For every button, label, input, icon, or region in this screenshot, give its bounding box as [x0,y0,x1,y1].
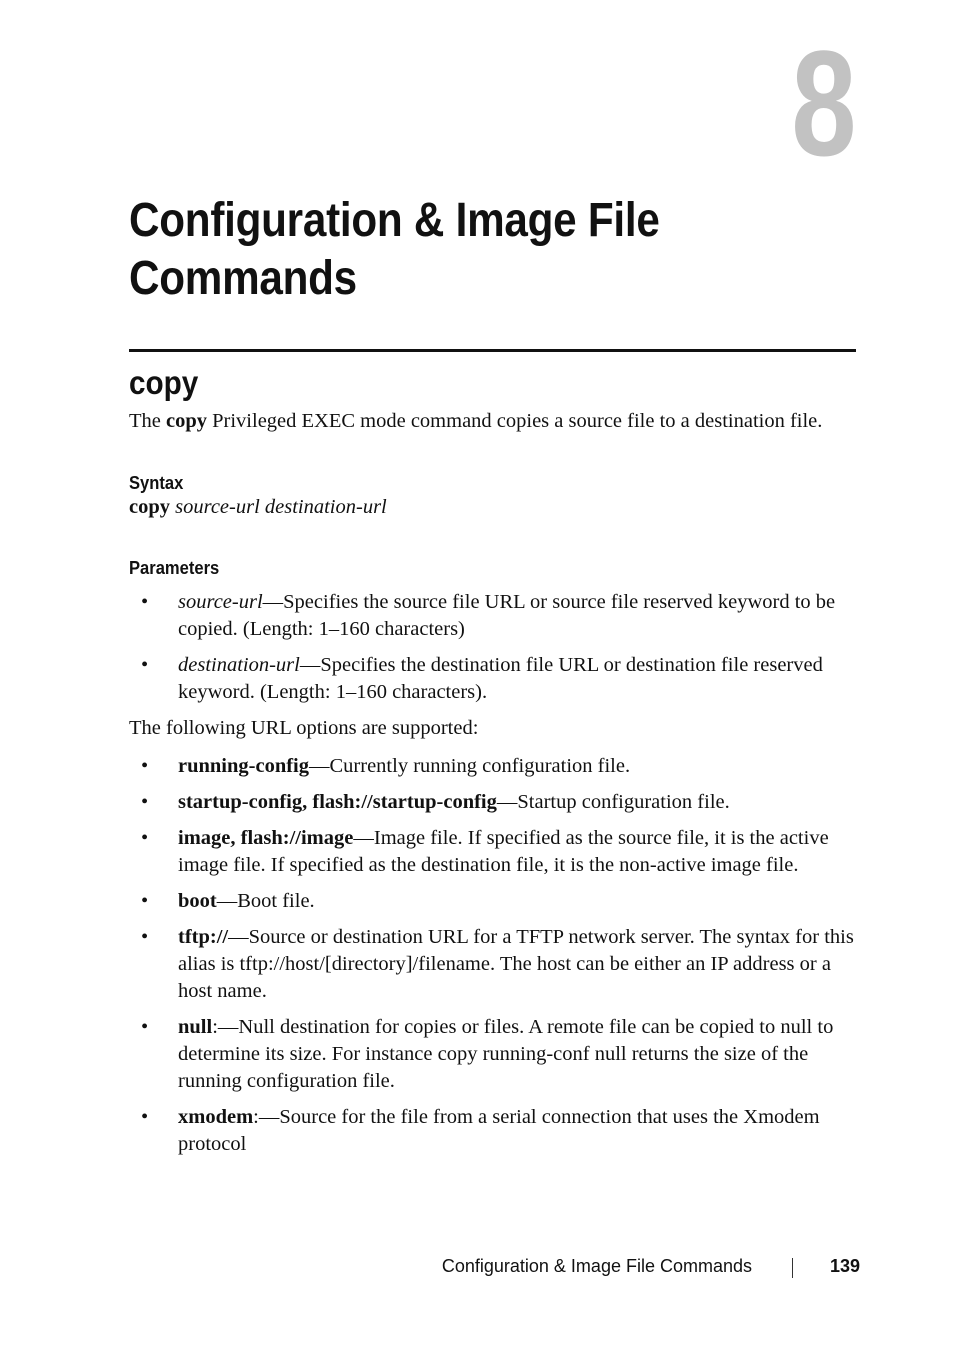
list-item: • tftp://—Source or destination URL for a TFTP network server. The syntax for this alias is tftp://host/[directory]/filename. The host can be either an IP address or a host name. [129,924,856,1005]
list-item: • running-config—Currently running configuration file. [129,753,856,780]
page-number: 139 [829,1256,860,1276]
url-option-term: null [178,1016,213,1038]
command-intro: The copy Privileged EXEC mode command copies a source file to a destination file. [129,410,823,432]
syntax-line: copy source-url destination-url [129,496,387,518]
list-item: • null:—Null destination for copies or files. A remote file can be copied to null to determine its size. For instance copy running-conf null returns the size of the running configuration file. [129,1014,856,1095]
parameters-heading: Parameters [129,558,220,578]
footer-separator [792,1258,793,1278]
list-item: • destination-url—Specifies the destination file URL or destination file reserved keyword. (Length: 1–160 characters). [129,652,856,706]
command-keyword: copy [166,410,207,432]
footer-title: Configuration & Image File Commands [441,1256,752,1276]
list-item: • startup-config, flash://startup-config—Startup configuration file. [129,789,856,816]
chapter-number: 8 [790,19,856,187]
chapter-title: Configuration & Image File Commands [129,194,660,305]
url-options-list [129,753,856,1158]
url-option-term: boot [178,890,217,912]
command-body [129,408,856,1158]
parameter-term: source-url [178,591,263,613]
url-option-term: xmodem [178,1106,254,1128]
url-option-term: running-config [178,755,309,777]
url-option-term: tftp:// [178,926,229,948]
list-item: • image, flash://image—Image file. If specified as the source file, it is the active image file. If specified as the destination file, it is the non-active image file. [129,825,856,879]
list-item: • boot—Boot file. [129,888,856,915]
parameter-term: destination-url [178,654,300,676]
section-divider [129,349,856,352]
list-item: • xmodem:—Source for the file from a serial connection that uses the Xmodem protocol [129,1104,856,1158]
syntax-heading: Syntax [129,473,184,493]
url-options-intro: The following URL options are supported: [129,717,479,739]
parameters-list [129,589,856,706]
page-footer [0,1256,954,1280]
command-title: copy [129,364,199,401]
list-item: • source-url—Specifies the source file URL or source file reserved keyword to be copied. (Length: 1–160 characters) [129,589,856,643]
url-option-term: image, flash://image [178,827,354,849]
url-option-term: startup-config, flash://startup-config [178,791,497,813]
